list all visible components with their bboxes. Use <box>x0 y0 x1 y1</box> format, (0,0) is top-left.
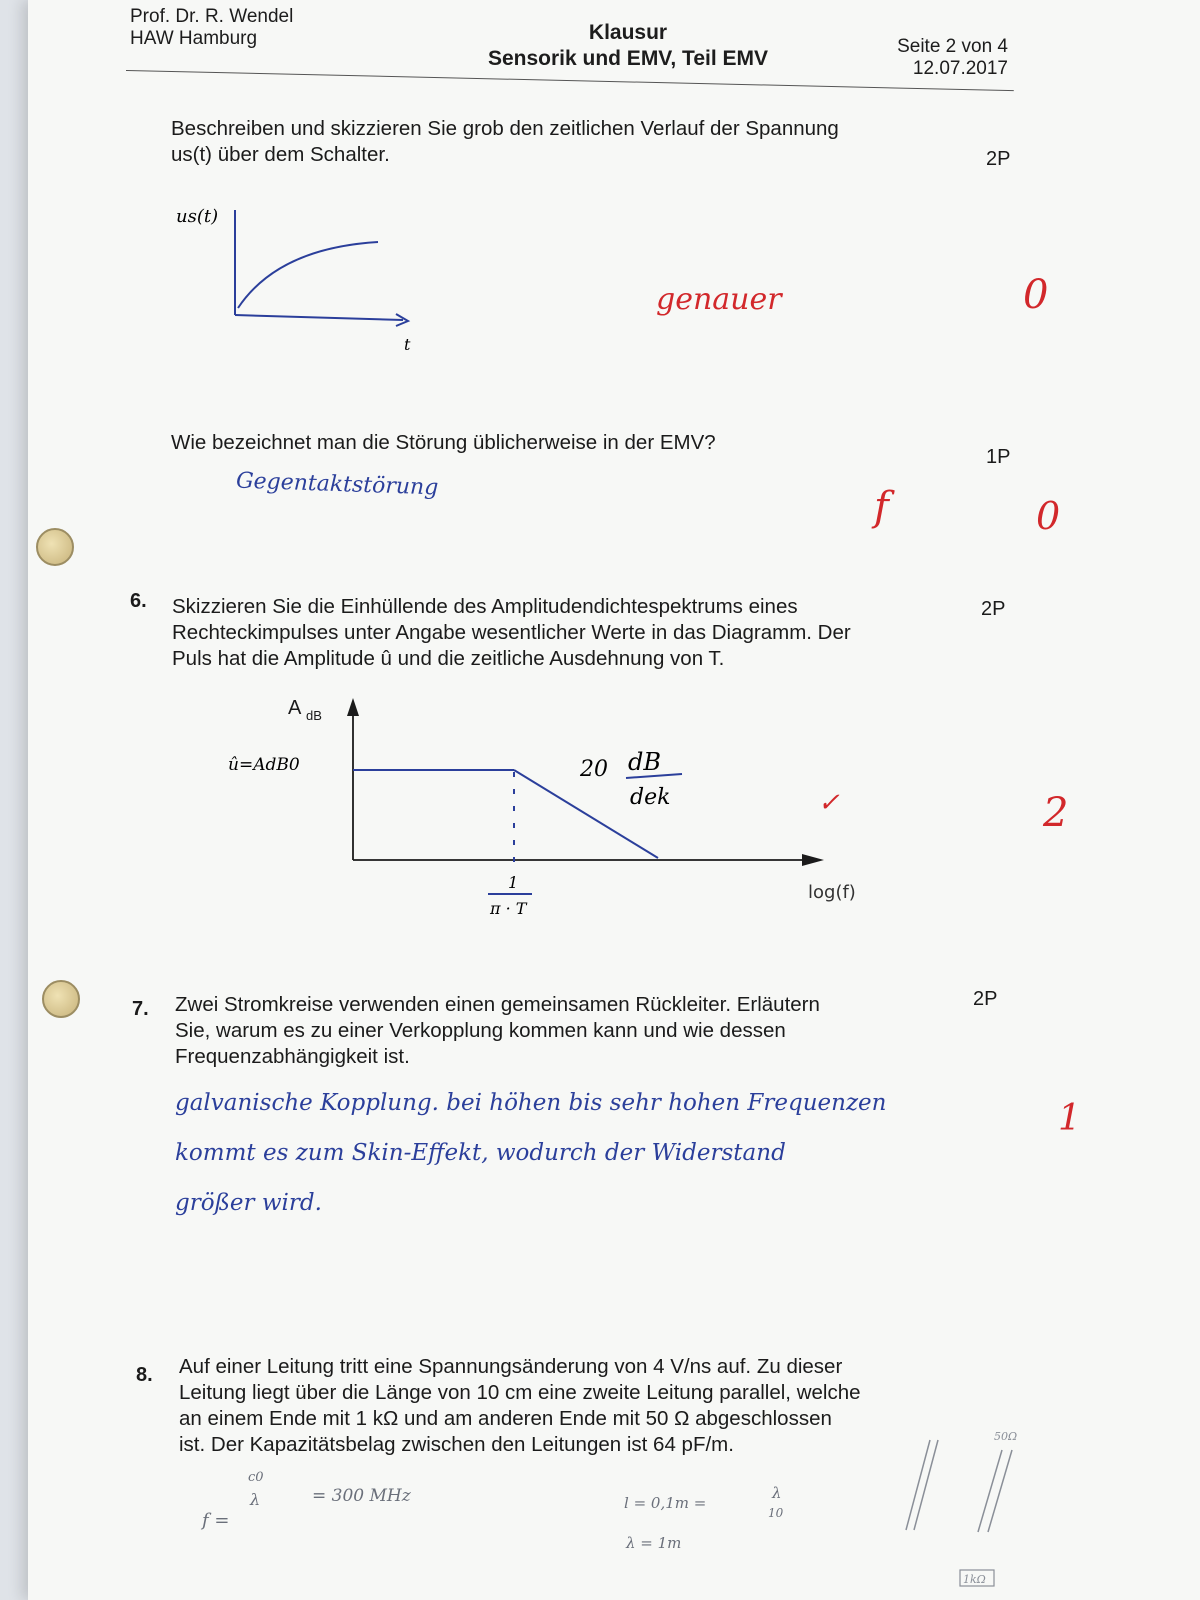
q8-sketch-line3 <box>978 1450 1002 1532</box>
q8-number: 8. <box>136 1364 153 1386</box>
q8-note-freq: = 300 MHz <box>312 1486 411 1506</box>
q5a-line2: us(t) über dem Schalter. <box>171 143 390 166</box>
q6-line1: Skizzieren Sie die Einhüllende des Amplitudendichtespektrums eines <box>172 595 798 618</box>
q5a-text <box>171 116 971 168</box>
q8-sketch <box>868 1420 1028 1590</box>
binder-hole-bottom <box>42 980 80 1018</box>
q5a-points: 2P <box>986 148 1011 170</box>
q5a-score: 0 <box>1023 272 1049 318</box>
q6-line2: Rechteckimpulses unter Angabe wesentlicher Werte in das Diagramm. Der <box>172 621 851 644</box>
q7-points: 2P <box>973 988 998 1010</box>
exam-subtitle: Sensorik und EMV, Teil EMV <box>487 47 769 70</box>
q6-xlabel: log(f) <box>808 882 856 903</box>
q8-note-f: f = <box>202 1510 230 1531</box>
q7-line3: Frequenzabhängigkeit ist. <box>175 1045 410 1068</box>
page-number: Seite 2 von 4 <box>897 36 1008 57</box>
q6-corner-num: 1 <box>508 873 519 892</box>
q6-plateau-label: û=AdB0 <box>228 755 300 775</box>
q5b-text: Wie bezeichnet man die Störung üblicherweise in der EMV? <box>171 431 716 454</box>
q7-score: 1 <box>1058 1098 1081 1139</box>
q8-sketch-line4 <box>988 1450 1012 1532</box>
q5a-curve <box>238 242 378 308</box>
q6-ylabel-sub: dB <box>306 708 322 723</box>
q8-note-l-num: λ <box>772 1484 782 1502</box>
q6-x-arrow <box>802 854 824 866</box>
q8-sketch-box-label: 1kΩ <box>963 1573 986 1586</box>
q8-note-c0: c0 <box>248 1470 264 1485</box>
q7-answer-line1: galvanische Kopplung. bei höhen bis sehr hohen Frequenzen <box>175 1090 887 1116</box>
q8-note-lambda: λ <box>250 1490 261 1509</box>
q6-score: 2 <box>1043 790 1069 836</box>
q6-slope-num: dB <box>628 748 661 776</box>
q6-slope <box>514 770 658 858</box>
q8-line2: Leitung liegt über die Länge von 10 cm eine zweite Leitung parallel, welche <box>179 1381 861 1404</box>
q5a-xlabel: t <box>404 335 411 354</box>
q8-sketch-label: 50Ω <box>994 1430 1018 1443</box>
q5b-mark: f <box>874 484 889 530</box>
q6-number: 6. <box>130 590 147 612</box>
q5b-answer: Gegentaktstörung <box>235 468 439 501</box>
q6-diagram <box>218 690 898 940</box>
q7-answer-line2: kommt es zum Skin-Effekt, wodurch der Widerstand <box>175 1140 786 1166</box>
q8-note-lambda-val: λ = 1m <box>626 1534 682 1552</box>
q6-text <box>172 594 962 672</box>
q6-mark: ✓ <box>818 788 840 818</box>
q7-line1: Zwei Stromkreise verwenden einen gemeinsamen Rückleiter. Erläutern <box>175 993 820 1016</box>
institution: HAW Hamburg <box>130 28 258 49</box>
q6-slope-value: 20 <box>580 757 608 782</box>
q8-note-l-den: 10 <box>768 1506 784 1520</box>
header-left <box>130 6 293 50</box>
header-title <box>408 20 848 72</box>
q8-note-l: l = 0,1m = <box>624 1494 707 1512</box>
q8-text <box>179 1354 979 1458</box>
q5a-sketch <box>168 190 448 370</box>
q6-y-arrow <box>347 698 359 716</box>
q7-line2: Sie, warum es zu einer Verkopplung kommen kann und wie dessen <box>175 1019 786 1042</box>
q6-corner-den: π · T <box>490 899 527 918</box>
q6-ylabel: A <box>288 697 302 719</box>
q6-points: 2P <box>981 598 1006 620</box>
q5a-x-axis <box>235 315 403 320</box>
q5a-comment: genauer <box>656 282 782 317</box>
q8-line1: Auf einer Leitung tritt eine Spannungsänderung von 4 V/ns auf. Zu dieser <box>179 1355 843 1378</box>
q7-number: 7. <box>132 998 149 1020</box>
exam-sheet <box>28 0 1200 1600</box>
exam-date: 12.07.2017 <box>912 58 1008 79</box>
q7-answer-line3: größer wird. <box>175 1190 322 1216</box>
q5b-points: 1P <box>986 446 1011 468</box>
q7-text <box>175 992 965 1070</box>
q5b-score: 0 <box>1036 494 1061 538</box>
q6-slope-den: dek <box>630 785 671 810</box>
q6-line3: Puls hat die Amplitude û und die zeitliche Ausdehnung von T. <box>172 647 725 670</box>
q7-answer <box>175 1078 1045 1228</box>
binder-hole-top <box>36 528 74 566</box>
q5a-line1: Beschreiben und skizzieren Sie grob den zeitlichen Verlauf der Spannung <box>171 117 839 140</box>
author: Prof. Dr. R. Wendel <box>130 6 294 27</box>
header-right <box>848 36 1008 80</box>
q8-line3: an einem Ende mit 1 kΩ und am anderen Ende mit 50 Ω abgeschlossen <box>179 1407 832 1430</box>
q8-line4: ist. Der Kapazitätsbelag zwischen den Leitungen ist 64 pF/m. <box>179 1433 734 1456</box>
q5a-ylabel: us(t) <box>176 206 219 227</box>
exam-title: Klausur <box>588 21 668 44</box>
